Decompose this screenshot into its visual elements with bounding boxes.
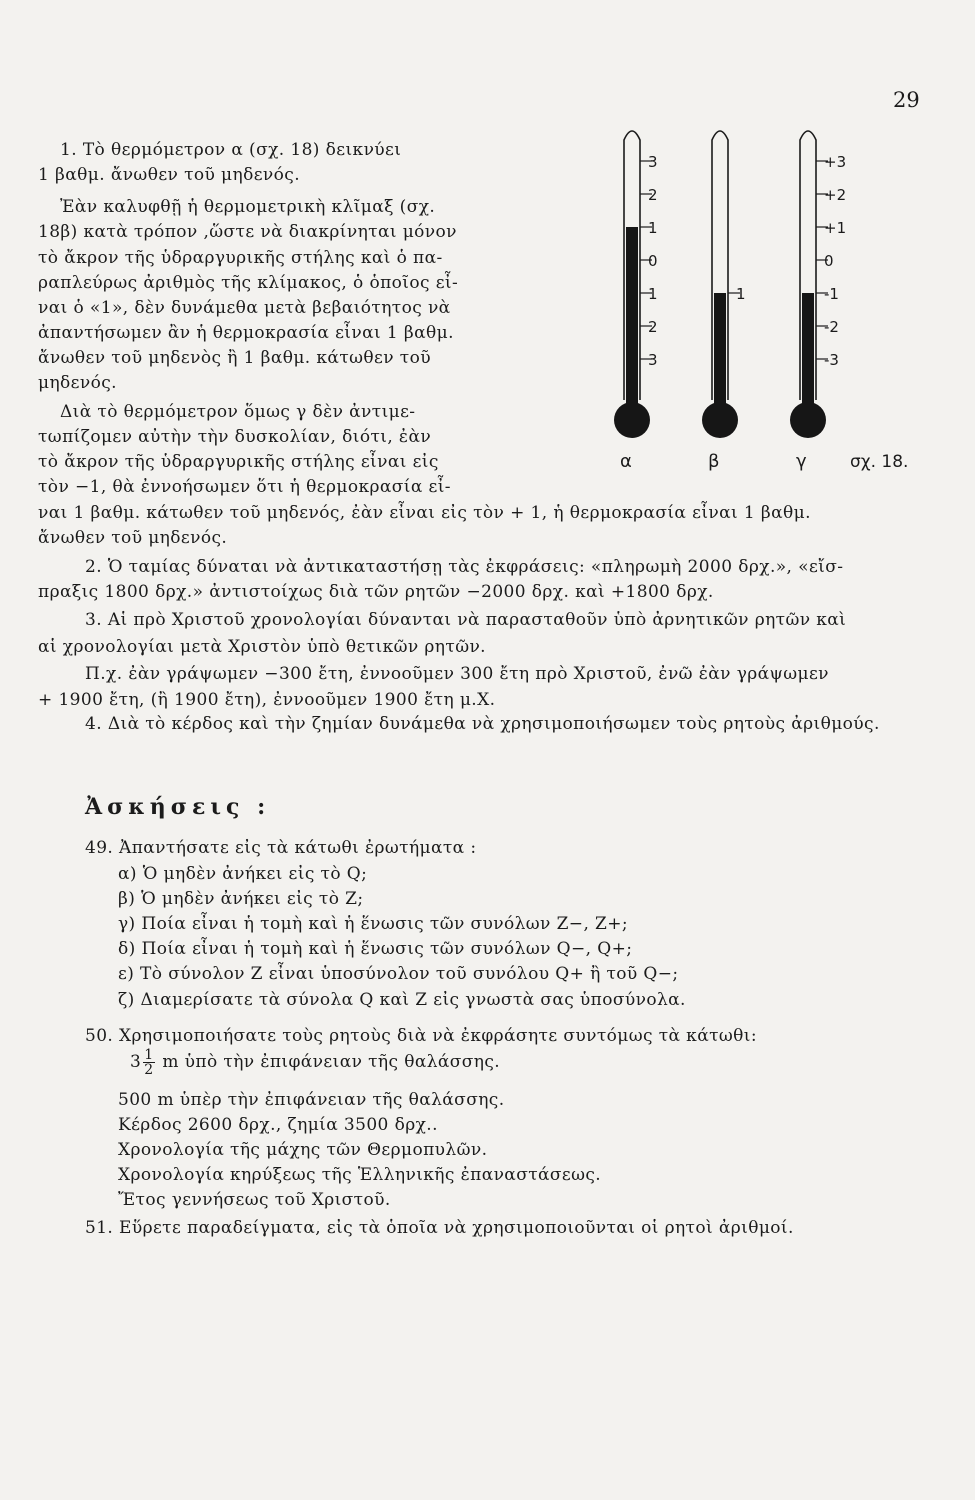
thermometer-letter: α (620, 451, 632, 472)
mercury-column (714, 293, 726, 410)
intro-line: ραπλεύρως ἀριθμὸς τῆς κλίμακος, ὁ ὁποῖος εἶ- (38, 273, 459, 293)
paragraph-line: 4. Διὰ τὸ κέρδος καὶ τὴν ζημίαν δυνάμεθα νὰ χρησιμοποιήσωμεν τοὺς ρητοὺς ἀριθμούς. (85, 714, 880, 734)
intro-line: τὸν −1, θὰ ἐννοήσωμεν ὅτι ἡ θερμοκρασία εἶ- (38, 477, 451, 497)
scale-label: -1 (824, 285, 839, 303)
fraction-denominator: 2 (144, 1062, 154, 1078)
intro-line: 1 βαθμ. ἄνωθεν τοῦ μηδενός. (38, 165, 301, 185)
intro-line: ἄνωθεν τοῦ μηδενός. (38, 528, 228, 548)
scale-label: 2 (648, 318, 658, 336)
scale-label: 3 (648, 351, 658, 369)
intro-line: ἀπαντήσωμεν ἂν ἡ θερμοκρασία εἶναι 1 βαθμ. (38, 323, 454, 343)
scale-label: +3 (824, 153, 847, 171)
exercises-heading: Ἀσκήσεις : (85, 794, 271, 820)
exercise-50-prompt: 50. Χρησιμοποιήσατε τοὺς ρητοὺς διὰ νὰ ἐκφράσητε συντόμως τὰ κάτωθι: (85, 1026, 757, 1046)
thermometer-bulb (702, 402, 738, 438)
exercise-49-item: γ) Ποία εἶναι ἡ τομὴ καὶ ἡ ἕνωσις τῶν συνόλων Z−, Z+; (118, 914, 629, 934)
mercury-column (626, 227, 638, 410)
scale-label: 2 (648, 186, 658, 204)
paragraph-line: Π.χ. ἐὰν γράψωμεν −300 ἔτη, ἐννοοῦμεν 300 ἔτη πρὸ Χριστοῦ, ἐνῶ ἐὰν γράψωμεν (85, 664, 829, 684)
scale-label: +1 (824, 219, 847, 237)
scale-label: +2 (824, 186, 847, 204)
mixed-rest: m ὑπὸ τὴν ἐπιφάνειαν τῆς θαλάσσης. (162, 1052, 501, 1072)
scale-label: 0 (824, 252, 834, 270)
exercise-49-item: β) Ὁ μηδὲν ἀνήκει εἰς τὸ Z; (118, 889, 364, 909)
exercise-49-item: α) Ὁ μηδὲν ἀνήκει εἰς τὸ Q; (118, 864, 368, 884)
fraction (143, 1048, 154, 1077)
scale-label: -3 (824, 351, 839, 369)
exercise-49-item: ζ) Διαμερίσατε τὰ σύνολα Q καὶ Z εἰς γνωστὰ σας ὑποσύνολα. (118, 990, 686, 1010)
thermometer-letter: γ (796, 451, 807, 472)
scale-label: -2 (824, 318, 839, 336)
scale-label: 1 (648, 219, 658, 237)
exercise-50-item-mixed-number (130, 1048, 500, 1077)
intro-line: 1. Τὸ θερμόμετρον α (σχ. 18) δεικνύει (60, 140, 402, 160)
scale-label: 1 (648, 285, 658, 303)
thermometer-bulb (614, 402, 650, 438)
intro-line: τωπίζομεν αὐτὴν τὴν δυσκολίαν, διότι, ἐὰν (38, 427, 432, 447)
exercise-50-item: Κέρδος 2600 δρχ., ζημία 3500 δρχ.. (118, 1115, 438, 1135)
paragraph-line: αἱ χρονολογίαι μετὰ Χριστὸν ὑπὸ θετικῶν ρητῶν. (38, 637, 486, 657)
paragraph-line: πραξις 1800 δρχ.» ἀντιστοίχως διὰ τῶν ρητῶν −2000 δρχ. καὶ +1800 δρχ. (38, 582, 714, 602)
mercury-column (802, 293, 814, 410)
exercise-49-item: δ) Ποία εἶναι ἡ τομὴ καὶ ἡ ἕνωσις τῶν συνόλων Q−, Q+; (118, 939, 633, 959)
exercise-50-item: 500 m ὑπὲρ τὴν ἐπιφάνειαν τῆς θαλάσσης. (118, 1090, 505, 1110)
exercise-50-item: Ἔτος γεννήσεως τοῦ Χριστοῦ. (118, 1190, 391, 1210)
intro-line: ναι ὁ «1», δὲν δυνάμεθα μετὰ βεβαιότητος νὰ (38, 298, 451, 318)
figure-caption: σχ. 18. (850, 452, 909, 472)
intro-line: ναι 1 βαθμ. κάτωθεν τοῦ μηδενός, ἐὰν εἶναι εἰς τὸν + 1, ἡ θερμοκρασία εἶναι 1 βαθμ. (38, 503, 811, 523)
fraction-numerator: 1 (144, 1047, 154, 1063)
exercise-50-item: Χρονολογία κηρύξεως τῆς Ἑλληνικῆς ἐπαναστάσεως. (118, 1165, 602, 1185)
mixed-whole: 3 (130, 1052, 142, 1072)
intro-line: Ἐὰν καλυφθῇ ἡ θερμομετρικὴ κλῖμαξ (σχ. (60, 197, 436, 217)
intro-line: Διὰ τὸ θερμόμετρον ὅμως γ δὲν ἀντιμε- (60, 402, 416, 422)
intro-line: τὸ ἄκρον τῆς ὑδραργυρικῆς στήλης καὶ ὁ πα- (38, 248, 443, 268)
intro-line: τὸ ἄκρον τῆς ὑδραργυρικῆς στήλης εἶναι εἰς (38, 452, 439, 472)
intro-line: μηδενός. (38, 373, 117, 393)
page-number: 29 (893, 88, 920, 112)
exercise-49-item: ε) Τὸ σύνολον Z εἶναι ὑποσύνολον τοῦ συνόλου Q+ ἢ τοῦ Q−; (118, 964, 679, 984)
scale-label: 1 (736, 285, 746, 303)
intro-line: 18β) κατὰ τρόπον ,ὥστε νὰ διακρίνηται μόνον (38, 222, 457, 242)
paragraph-line: 3. Αἱ πρὸ Χριστοῦ χρονολογίαι δύνανται νὰ παρασταθοῦν ὑπὸ ἀρνητικῶν ρητῶν καὶ (85, 610, 847, 630)
thermometer-bulb (790, 402, 826, 438)
intro-line: ἄνωθεν τοῦ μηδενὸς ἢ 1 βαθμ. κάτωθεν τοῦ (38, 348, 431, 368)
scale-label: 0 (648, 252, 658, 270)
scale-label: 3 (648, 153, 658, 171)
thermometer-figure (600, 120, 930, 480)
paragraph-line: 2. Ὁ ταμίας δύναται νὰ ἀντικαταστήσῃ τὰς ἐκφράσεις: «πληρωμὴ 2000 δρχ.», «εἴσ- (85, 557, 844, 577)
exercise-51: 51. Εὕρετε παραδείγματα, εἰς τὰ ὁποῖα νὰ χρησιμοποιοῦνται οἱ ρητοὶ ἀριθμοί. (85, 1218, 794, 1238)
exercise-49-prompt: 49. Ἀπαντήσατε εἰς τὰ κάτωθι ἐρωτήματα : (85, 838, 477, 858)
paragraph-line: + 1900 ἔτη, (ἢ 1900 ἔτη), ἐννοοῦμεν 1900 ἔτη μ.Χ. (38, 690, 496, 710)
thermometer-letter: β (708, 451, 720, 472)
exercise-50-item: Χρονολογία τῆς μάχης τῶν Θερμοπυλῶν. (118, 1140, 488, 1160)
